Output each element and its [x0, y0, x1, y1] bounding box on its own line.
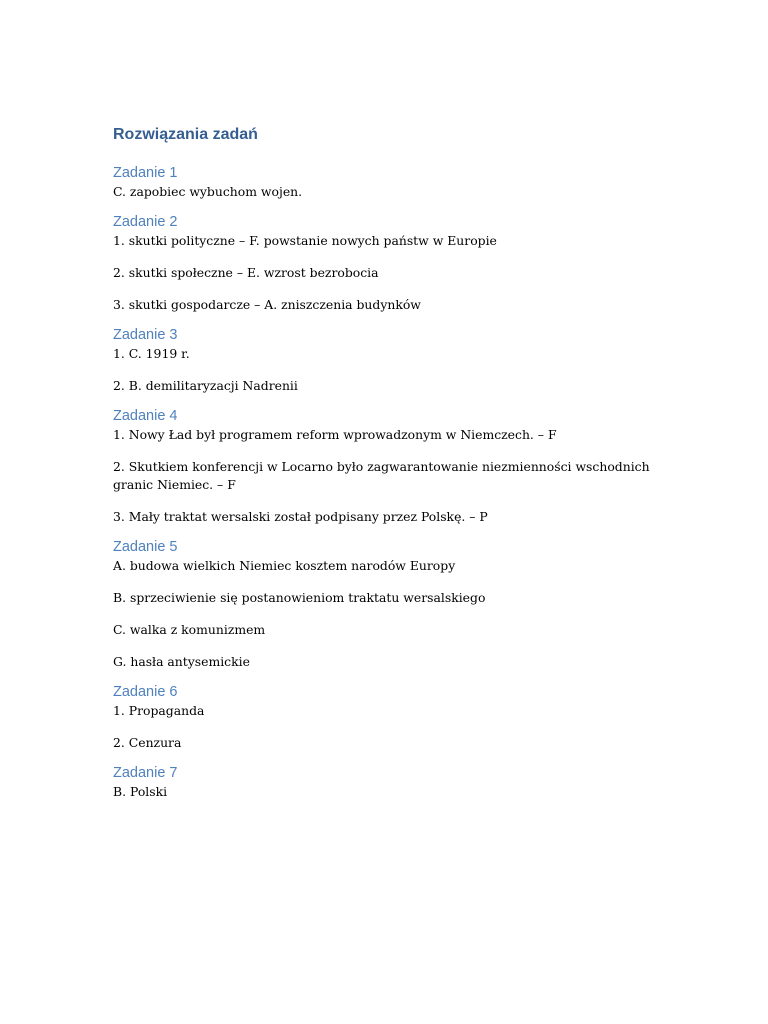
answer-text: 3. skutki gospodarcze – A. zniszczenia budynków: [113, 297, 421, 312]
answer-text: C. zapobiec wybuchom wojen.: [113, 184, 303, 199]
answer-text: 1. Nowy Ład był programem reform wprowadzonym w Niemczech. – F: [113, 427, 557, 442]
answer-text: A. budowa wielkich Niemiec kosztem narodów Europy: [113, 558, 456, 573]
task-heading: Zadanie 2: [113, 214, 178, 230]
task-section-3: [113, 325, 653, 395]
task-section-1: [113, 163, 653, 201]
answer-text: G. hasła antysemickie: [113, 654, 250, 669]
answer-text: 3. Mały traktat wersalski został podpisany przez Polskę. – P: [113, 509, 488, 524]
answer-text: 2. Cenzura: [113, 735, 182, 750]
task-section-7: [113, 763, 653, 801]
document-page: [113, 124, 653, 812]
task-heading: Zadanie 5: [113, 539, 178, 555]
answer-text: 1. skutki polityczne – F. powstanie nowych państw w Europie: [113, 233, 497, 248]
task-section-6: [113, 682, 653, 752]
task-heading: Zadanie 1: [113, 165, 178, 181]
answer-text: 2. Skutkiem konferencji w Locarno było zagwarantowanie niezmienności wschodnich granic Niemiec. – F: [113, 459, 650, 492]
task-section-2: [113, 212, 653, 314]
task-heading: Zadanie 6: [113, 684, 178, 700]
task-section-4: [113, 406, 653, 526]
answer-text: C. walka z komunizmem: [113, 622, 266, 637]
answer-text: B. Polski: [113, 784, 168, 799]
answer-text: B. sprzeciwienie się postanowieniom traktatu wersalskiego: [113, 590, 486, 605]
task-heading: Zadanie 4: [113, 408, 178, 424]
task-heading: Zadanie 3: [113, 327, 178, 343]
task-heading: Zadanie 7: [113, 765, 178, 781]
task-section-5: [113, 537, 653, 671]
document-title: Rozwiązania zadań: [113, 126, 258, 143]
answer-text: 1. Propaganda: [113, 703, 205, 718]
answer-text: 2. B. demilitaryzacji Nadrenii: [113, 378, 298, 393]
answer-text: 1. C. 1919 r.: [113, 346, 190, 361]
answer-text: 2. skutki społeczne – E. wzrost bezrobocia: [113, 265, 379, 280]
